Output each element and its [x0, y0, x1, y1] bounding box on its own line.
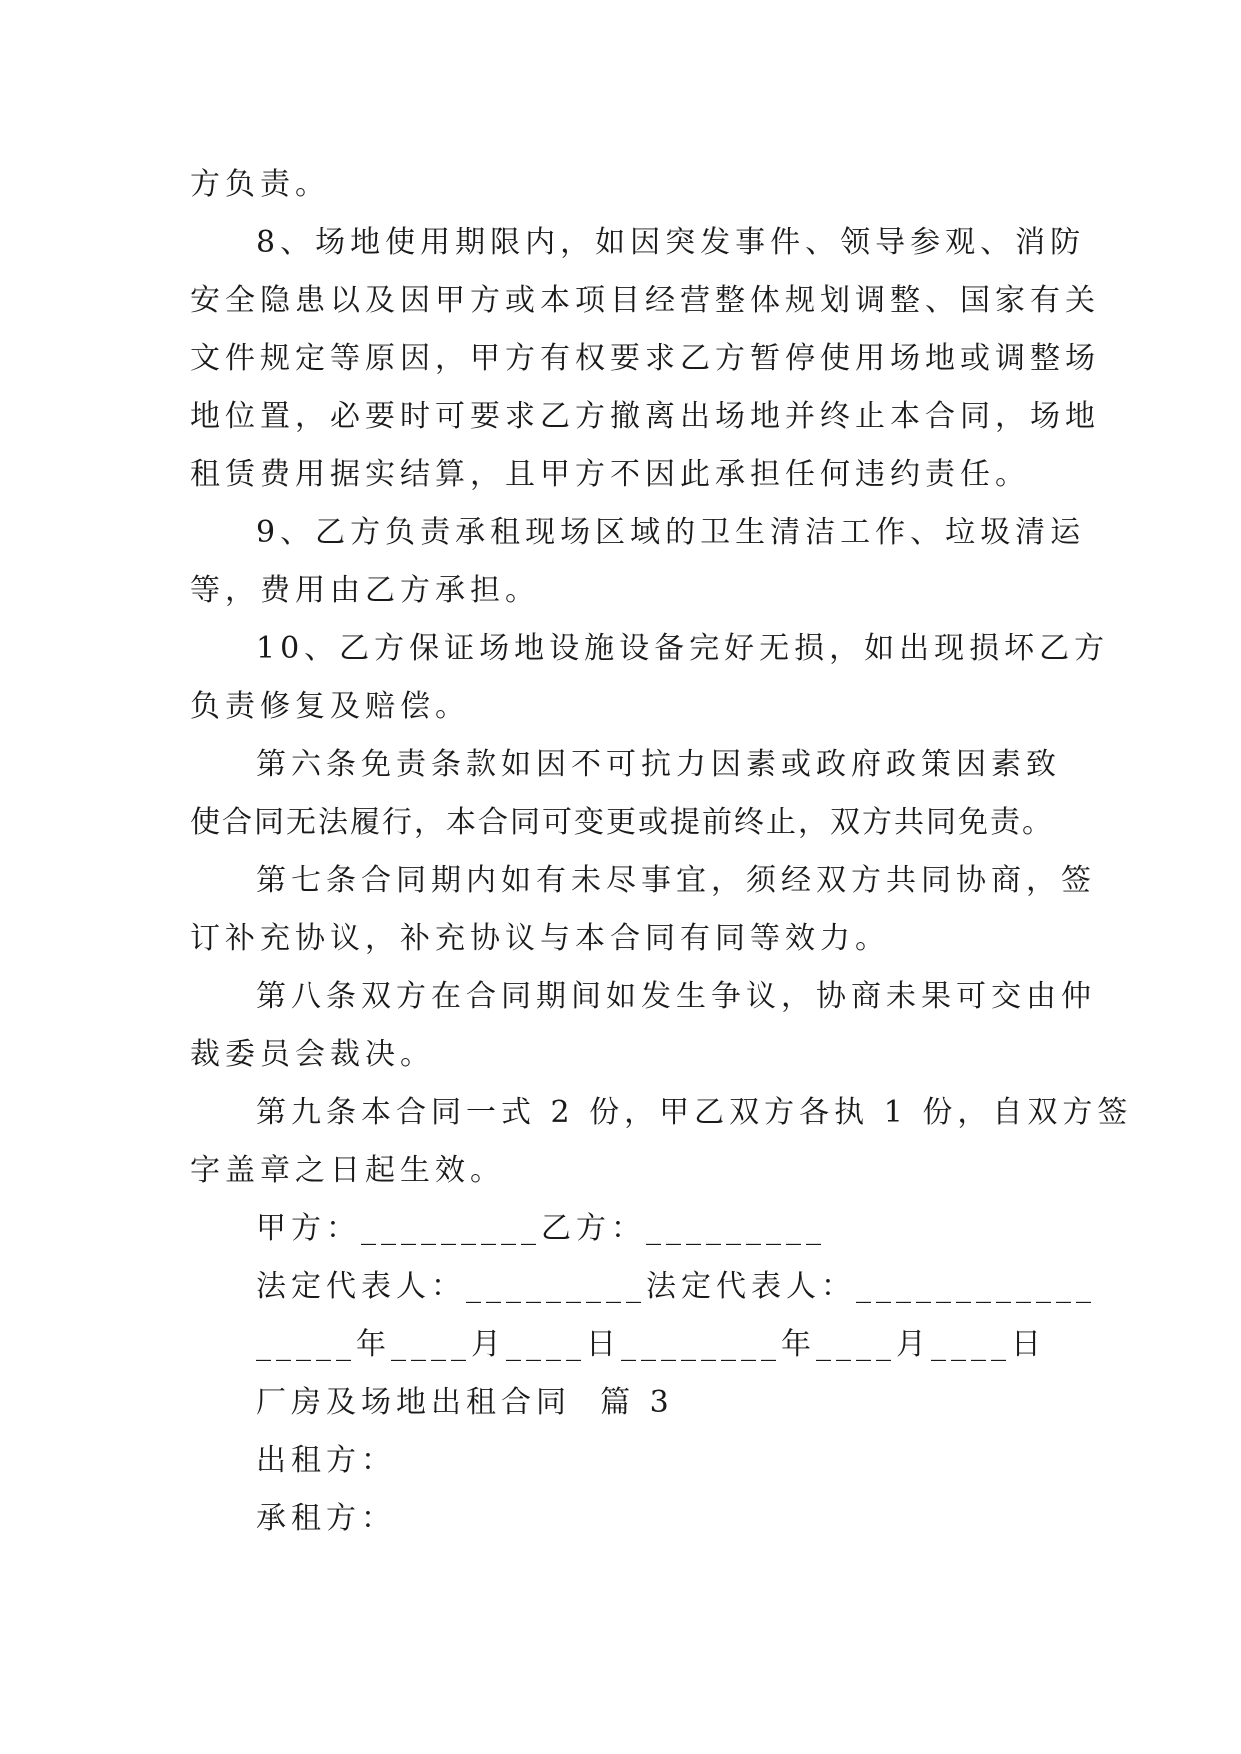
text-line: 文件规定等原因，甲方有权要求乙方暂停使用场地或调整场 — [190, 341, 1100, 376]
text-line: 9、乙方负责承租现场区域的卫生清洁工作、垃圾清运 — [256, 515, 1086, 550]
text-line: 等，费用由乙方承担。 — [190, 573, 540, 608]
article-8-paragraph — [190, 968, 1096, 1084]
article-6-paragraph — [190, 736, 1061, 852]
signature-representative-line: 法定代表人：_________法定代表人：____________ — [256, 1269, 1096, 1304]
text-line: 第八条双方在合同期间如发生争议，协商未果可交由仲 — [256, 979, 1096, 1014]
document-page — [190, 156, 1133, 1548]
signature-date-line: _____年____月____日________年____月____日 — [256, 1327, 1046, 1362]
lessee-label: 承租方： — [256, 1501, 396, 1536]
lessor-label: 出租方： — [256, 1443, 396, 1478]
clause-9-paragraph — [190, 504, 1086, 620]
text-line: 租赁费用据实结算，且甲方不因此承担任何违约责任。 — [190, 457, 1030, 492]
clause-8-paragraph — [190, 214, 1100, 504]
article-9-paragraph — [190, 1084, 1133, 1200]
section-title: 厂房及场地出租合同 篇 3 — [256, 1385, 674, 1420]
text-line: 方负责。 — [190, 167, 330, 202]
text-line: 字盖章之日起生效。 — [190, 1153, 505, 1188]
text-line: 使合同无法履行，本合同可变更或提前终止，双方共同免责。 — [190, 805, 1054, 840]
text-line: 10、乙方保证场地设施设备完好无损，如出现损坏乙方 — [256, 631, 1110, 666]
text-line: 裁委员会裁决。 — [190, 1037, 435, 1072]
text-line: 安全隐患以及因甲方或本项目经营整体规划调整、国家有关 — [190, 283, 1100, 318]
text-line: 地位置，必要时可要求乙方撤离出场地并终止本合同，场地 — [190, 399, 1100, 434]
clause-10-paragraph — [190, 620, 1110, 736]
paragraph-continuation — [190, 156, 1050, 214]
text-line: 第六条免责条款如因不可抗力因素或政府政策因素致 — [256, 747, 1061, 782]
text-line: 第九条本合同一式 2 份，甲乙双方各执 1 份，自双方签 — [256, 1095, 1133, 1130]
text-line: 第七条合同期内如有未尽事宜，须经双方共同协商，签 — [256, 863, 1096, 898]
article-7-paragraph — [190, 852, 1096, 968]
text-line: 8、场地使用期限内，如因突发事件、领导参观、消防 — [256, 225, 1086, 260]
signature-party-line: 甲方：_________乙方：_________ — [256, 1211, 826, 1246]
text-line: 负责修复及赔偿。 — [190, 689, 470, 724]
text-line: 订补充协议，补充协议与本合同有同等效力。 — [190, 921, 890, 956]
